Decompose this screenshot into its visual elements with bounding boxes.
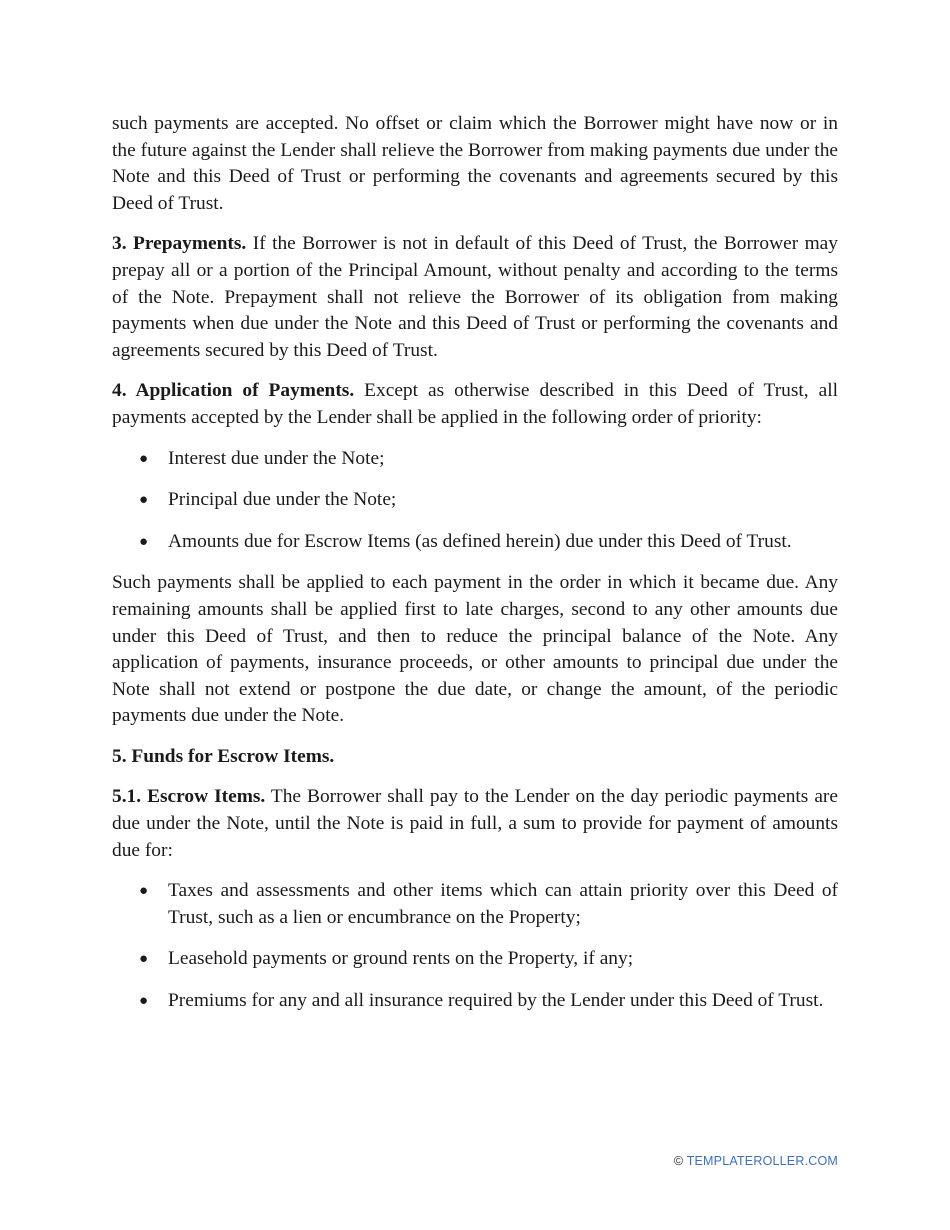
list-item-text: Premiums for any and all insurance required by the Lender under this Deed of Trust. bbox=[168, 990, 824, 1012]
list-item-text: Interest due under the Note; bbox=[168, 447, 385, 469]
section-4-paragraph bbox=[112, 378, 838, 431]
list-item-text: Amounts due for Escrow Items (as defined herein) due under this Deed of Trust. bbox=[168, 530, 792, 552]
list-item-text: Leasehold payments or ground rents on the Property, if any; bbox=[168, 948, 634, 970]
section-5-1-bullet-list bbox=[112, 878, 838, 1014]
section-4-text: Except as otherwise described in this Deed of Trust, all payments accepted by the Lender shall be applied in the following order of priority: bbox=[112, 380, 838, 428]
list-item-text: Principal due under the Note; bbox=[168, 489, 397, 511]
section-5-1-heading: 5.1. Escrow Items. bbox=[112, 786, 266, 808]
bullet-icon: ● bbox=[139, 883, 149, 900]
bullet-icon: ● bbox=[139, 533, 149, 550]
list-item bbox=[112, 988, 838, 1015]
section-5-1-paragraph bbox=[112, 784, 838, 864]
section-4-bullet-list bbox=[112, 446, 838, 556]
bullet-icon: ● bbox=[139, 993, 149, 1010]
section-3-paragraph bbox=[112, 231, 838, 364]
list-item bbox=[112, 878, 838, 931]
bullet-icon: ● bbox=[139, 492, 149, 509]
footer-brand-link[interactable]: TEMPLATEROLLER.COM bbox=[686, 1154, 838, 1168]
section-4-followup-paragraph: Such payments shall be applied to each payment in the order in which it became due. Any remaining amounts shall be applied first to late charges, second to any other amounts due under this Deed of Trust, and then to reduce the principal balance of the Note. Any application of payments, insurance proceeds, or other amounts to principal due under the Note shall not extend or postpone the due date, or change the amount, of the periodic payments due under the Note. bbox=[112, 572, 838, 727]
document-page bbox=[112, 111, 838, 1030]
bullet-icon: ● bbox=[139, 450, 149, 467]
footer-copyright bbox=[674, 1154, 838, 1168]
section-5-1-text: The Borrower shall pay to the Lender on the day periodic payments are due under the Note, until the Note is paid in full, a sum to provide for payment of amounts due for: bbox=[112, 786, 838, 861]
list-item bbox=[112, 487, 838, 514]
copyright-icon: © bbox=[673, 1154, 684, 1168]
section-3-text: If the Borrower is not in default of this Deed of Trust, the Borrower may prepay all or a portion of the Principal Amount, without penalty and according to the terms of the Note. Prepayment shall not relieve the Borrower of its obligation from making payments when due under the Note and this Deed of Trust or performing the covenants and agreements secured by this Deed of Trust. bbox=[112, 233, 838, 361]
list-item-text: Taxes and assessments and other items which can attain priority over this Deed of Trust, such as a lien or encumbrance on the Property; bbox=[168, 880, 838, 928]
section-4-heading: 4. Application of Payments. bbox=[112, 380, 355, 402]
list-item bbox=[112, 946, 838, 973]
bullet-icon: ● bbox=[139, 951, 149, 968]
list-item bbox=[112, 529, 838, 556]
intro-paragraph: such payments are accepted. No offset or claim which the Borrower might have now or in the future against the Lender shall relieve the Borrower from making payments due under the Note and this Deed of Trust or performing the covenants and agreements secured by this Deed of Trust. bbox=[112, 113, 838, 214]
section-5-heading: 5. Funds for Escrow Items. bbox=[112, 745, 335, 767]
section-3-heading: 3. Prepayments. bbox=[112, 233, 247, 255]
list-item bbox=[112, 446, 838, 473]
